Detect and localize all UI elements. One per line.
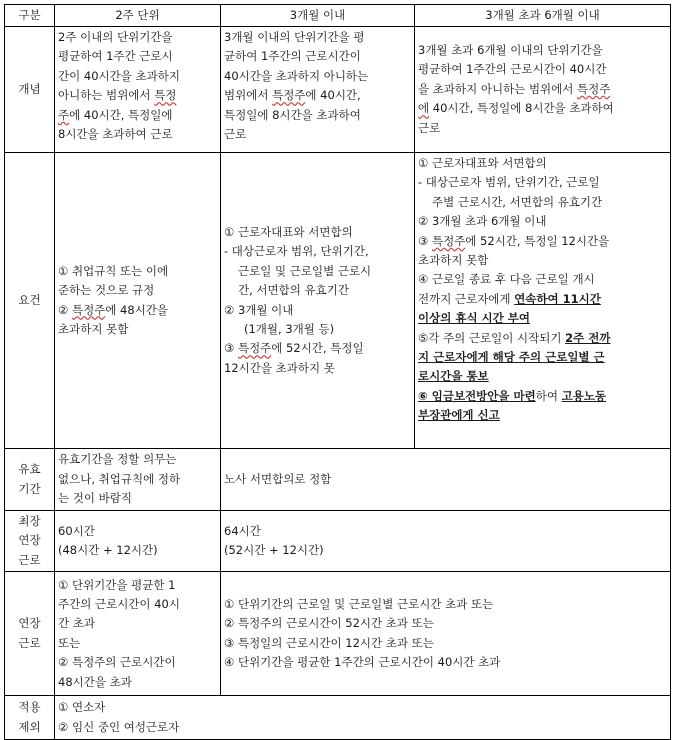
text-line: ① 근로자대표와 서면합의 (418, 156, 547, 170)
text-line: 간, 서면합의 유효기간 (238, 283, 349, 298)
overtime-label (5, 572, 55, 696)
text-line: ① 취업규칙 또는 이에 (58, 263, 169, 278)
text-line: 평균하여 1주간의 근로시간이 40시간 (418, 62, 607, 77)
overtime-2week (55, 572, 221, 696)
text-span: 2주 전까 (565, 330, 611, 345)
text-line (418, 232, 667, 251)
text-span: 에 52시간, 특정일 (271, 341, 364, 356)
text-span: 로시간을 통보 (418, 369, 489, 384)
text-line: 특정일에 8시간을 초과하여 (224, 107, 361, 122)
flexible-work-comparison-table (4, 4, 671, 740)
text-span: 범위에서 (224, 88, 273, 103)
requirements-3month (221, 153, 415, 449)
text-span: 특정주 (577, 81, 611, 96)
text-line: 초과하지 못함 (418, 253, 489, 268)
text-line: ② 3개월 초과 6개월 이내 (418, 214, 547, 229)
text-line: ① 단위기간을 평균한 1 (58, 577, 176, 592)
text-span: 아니하는 범위에서 (58, 88, 155, 103)
text-line: 없으나, 취업규칙에 정하 (58, 471, 181, 486)
text-span: ③ (418, 233, 432, 248)
text-line: 또는 (58, 635, 81, 650)
label-line: 유효 (18, 462, 41, 477)
text-line: 간이 40시간을 초과하지 (58, 68, 180, 83)
text-line: ④ 근로일 종료 후 다음 근로일 개시 (418, 272, 595, 287)
max-hours-label (5, 511, 55, 572)
label-line: 연장 (18, 533, 41, 548)
text-span: 을 초과하지 아니하는 범위에서 (418, 81, 578, 96)
text-line: 초과하지 못함 (58, 321, 129, 336)
max-hours-2week (55, 511, 221, 572)
text-line: 유효기간을 정할 의무는 (58, 452, 177, 467)
exclusion-row (5, 696, 671, 740)
text-line: 근로 (224, 127, 247, 142)
text-line: 60시간 (58, 523, 95, 538)
text-span: ⑤각 주의 근로일이 시작되기 (418, 330, 566, 345)
text-line: ② 특정주의 근로시간이 (58, 655, 176, 670)
text-line (224, 339, 411, 358)
text-span: 40시간, 특정일에 8시간을 초과하여 (429, 101, 614, 116)
text-line: ① 근로자대표와 서면합의 (224, 224, 353, 239)
text-line: - 대상근로자 범위, 단위기간, 근로일 (418, 175, 600, 190)
label-line: 제외 (18, 719, 41, 734)
max-hours-row (5, 511, 671, 572)
validity-row (5, 449, 671, 511)
header-6month: 3개월 초과 6개월 이내 (415, 5, 671, 27)
text-line: 간 초과 (58, 616, 95, 631)
text-span: 전까지 근로자에게 (418, 291, 515, 306)
text-line: 평균하여 1주간 근로시 (58, 49, 173, 64)
header-2week: 2주 단위 (55, 5, 221, 27)
validity-label (5, 449, 55, 511)
text-span: 특정 (154, 88, 177, 103)
max-hours-other (221, 511, 671, 572)
text-span: 특정주 (71, 302, 106, 317)
text-line (58, 86, 217, 105)
text-line: 3개월 이내의 단위기간을 평 (224, 30, 365, 44)
text-line: ② 3개월 이내 (224, 302, 294, 317)
text-span: 주 (58, 107, 70, 122)
text-line: 준하는 것으로 규정 (58, 283, 155, 298)
validity-2week (55, 449, 221, 511)
text-span: 특정주 (272, 88, 306, 103)
text-line: 균하여 1주간의 근로시간이 (224, 49, 361, 64)
label-line: 근로 (18, 552, 41, 567)
text-span: 에 40시간, (305, 88, 361, 103)
text-span: 부장관에게 신고 (418, 408, 500, 423)
text-line: 12시간을 초과하지 못 (224, 360, 335, 375)
overtime-other (221, 572, 671, 696)
text-line: 48시간을 초과 (58, 674, 132, 689)
text-line: ② 특정주의 근로시간이 52시간 초과 또는 (224, 616, 434, 631)
text-span: ③ (224, 341, 238, 356)
text-line: ② 임신 중인 여성근로자 (58, 719, 180, 734)
exclusion-label (5, 696, 55, 740)
text-line (418, 329, 667, 348)
label-line: 기간 (18, 481, 41, 496)
validity-other: 노사 서면합의로 정함 (221, 449, 671, 511)
text-line: ④ 단위기간을 평균한 1주간의 근로시간이 40시간 초과 (224, 655, 501, 670)
text-line (418, 406, 667, 425)
text-line (418, 387, 667, 406)
text-line: ③ 특정일의 근로시간이 12시간 초과 또는 (224, 635, 434, 650)
requirements-6month (415, 153, 671, 449)
overtime-row (5, 572, 671, 696)
text-span: 특정주 (237, 341, 272, 356)
text-line (418, 99, 667, 118)
text-span: 고용노동 (561, 388, 607, 403)
text-line (418, 80, 667, 99)
text-line: 3개월 초과 6개월 이내의 단위기간을 (418, 42, 603, 57)
text-span: 이상의 휴식 시간 부여 (418, 311, 530, 326)
text-line (418, 348, 667, 367)
text-span: 지 근로자에게 해당 주의 근로일별 근 (418, 350, 605, 365)
text-line: 2주 이내의 단위기간을 (58, 30, 173, 44)
concept-label: 개념 (5, 27, 55, 153)
requirements-2week (55, 153, 221, 449)
text-span: 에 40시간, 특정일에 (69, 107, 173, 122)
text-line: ① 연소자 (58, 700, 106, 715)
text-line: 64시간 (224, 523, 261, 538)
text-line (418, 290, 667, 309)
text-line: (48시간 + 12시간) (58, 543, 158, 558)
text-span: 에 52시간, 특정일 12시간을 (465, 233, 610, 248)
concept-row (5, 27, 671, 153)
text-line: 근로 (418, 120, 441, 135)
text-span: ⑥ 임금보전방안을 마련 (418, 388, 536, 403)
requirements-label: 요건 (5, 153, 55, 449)
text-line: 8시간을 초과하여 근로 (58, 127, 173, 142)
text-line (58, 106, 217, 125)
exclusion-content (55, 696, 671, 740)
text-line (224, 86, 411, 105)
label-line: 연장 (18, 616, 41, 631)
text-line (418, 367, 667, 386)
header-row (5, 5, 671, 27)
label-line: 적용 (18, 700, 41, 715)
header-3month: 3개월 이내 (221, 5, 415, 27)
text-span: 연속하여 11시간 (514, 291, 601, 306)
text-span: 하여 (535, 388, 562, 403)
text-line: (52시간 + 12시간) (224, 543, 324, 558)
label-line: 최장 (18, 514, 41, 528)
concept-2week (55, 27, 221, 153)
text-line: ① 단위기간의 근로일 및 근로일별 근로시간 초과 또는 (224, 596, 494, 611)
text-span: 특정주 (431, 233, 466, 248)
text-span: 에 (418, 101, 430, 116)
header-category: 구분 (5, 5, 55, 27)
text-span: ② (58, 302, 72, 317)
text-line (418, 309, 667, 328)
text-line: 근로일 및 근로일별 근로시 (238, 263, 372, 278)
concept-3month (221, 27, 415, 153)
text-line: 주간의 근로시간이 40시 (58, 596, 180, 611)
requirements-row (5, 153, 671, 449)
text-span: 에 48시간을 (105, 302, 169, 317)
text-line: - 대상근로자 범위, 단위기간, (224, 244, 369, 259)
text-line: (1개월, 3개월 등) (244, 321, 335, 336)
text-line: 40시간을 초과하지 아니하는 (224, 68, 369, 83)
label-line: 근로 (18, 635, 41, 650)
text-line (58, 301, 217, 320)
text-line: 는 것이 바람직 (58, 491, 132, 506)
text-line: 주별 근로시간, 서면합의 유효기간 (432, 194, 603, 209)
concept-6month (415, 27, 671, 153)
